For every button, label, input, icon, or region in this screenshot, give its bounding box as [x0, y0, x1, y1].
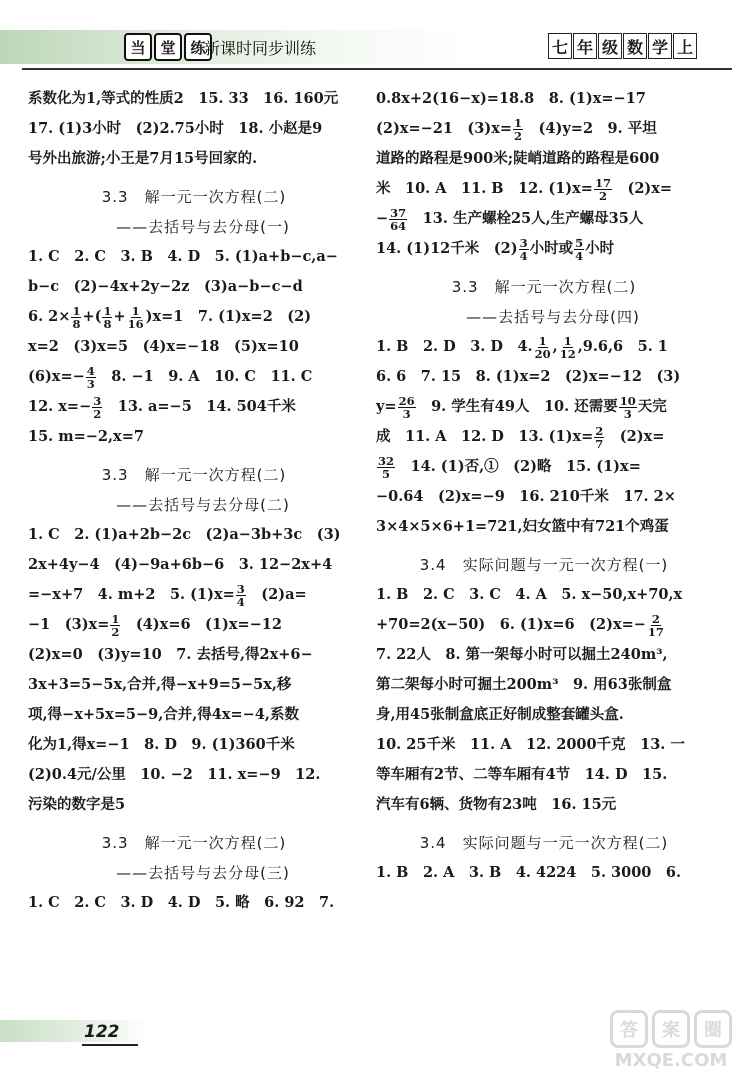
answer-line: 1. C 2. C 3. B 4. D 5. (1)a+b−c,a−	[28, 248, 338, 265]
fraction: $\frac{1}{12}$	[559, 333, 576, 361]
answer-line	[376, 610, 712, 640]
grade-char: 学	[648, 33, 672, 59]
text-run: 小时	[585, 240, 615, 257]
section-title: 3.3 解一元一次方程(二)	[101, 188, 287, 206]
text-run: 1. B 2. D 3. D 4.	[376, 338, 533, 355]
answer-line: 污染的数字是5	[28, 796, 126, 813]
right-column	[376, 84, 712, 888]
answer-line	[376, 422, 712, 452]
grade-char: 年	[573, 33, 597, 59]
section-title: 3.4 实际问题与一元一次方程(二)	[419, 834, 669, 852]
text-run: 9. 学生有49人 10. 还需要	[416, 398, 618, 415]
answer-line	[376, 332, 712, 362]
text-run: y=	[376, 398, 397, 415]
fraction: $\frac{37}{64}$	[390, 205, 407, 233]
answer-line: 7. 22人 8. 第一架每小时可以掘土240m³,	[376, 646, 668, 663]
watermark-char: 案	[652, 1010, 690, 1048]
answer-line: 15. m=−2,x=7	[28, 428, 144, 445]
grade-char: 七	[548, 33, 572, 59]
text-run: +70=2(x−50) 6. (1)x=6 (2)x=−	[376, 616, 646, 633]
section-title: 3.4 实际问题与一元一次方程(一)	[419, 556, 669, 574]
page-header	[0, 0, 750, 80]
section-title: 3.3 解一元一次方程(二)	[101, 834, 287, 852]
answer-line: (2)x=0 (3)y=10 7. 去括号,得2x+6−	[28, 646, 313, 663]
watermark-char: 圈	[694, 1010, 732, 1048]
answer-line: 1. C 2. C 3. D 4. D 5. 略 6. 92 7.	[28, 894, 335, 911]
text-run: 14. (1)否,① (2)略 15. (1)x=	[396, 458, 641, 475]
fraction: $\frac{1}{8}$	[72, 303, 81, 331]
text-run: (4)x=6 (1)x=−12	[121, 616, 282, 633]
answer-line: b−c (2)−4x+2y−2z (3)a−b−c−d	[28, 278, 303, 295]
answer-line: −0.64 (2)x=−9 16. 210千米 17. 2×	[376, 488, 676, 505]
answer-line	[376, 114, 712, 144]
text-run: 14. (1)12千米 (2)	[376, 240, 518, 257]
answer-line	[376, 204, 712, 234]
fraction: $\frac{1}{20}$	[534, 333, 551, 361]
text-run: (2)a=	[246, 586, 307, 603]
text-run: 8. −1 9. A 10. C 11. C	[96, 368, 313, 385]
fraction: $\frac{1}{2}$	[514, 115, 523, 143]
answer-line: 汽车有6辆、货物有23吨 16. 15元	[376, 796, 617, 813]
text-run: (2)x=	[605, 428, 665, 445]
answer-line	[28, 392, 360, 422]
grade-char: 上	[673, 33, 697, 59]
page-number-underline	[82, 1044, 138, 1046]
section-title: 3.3 解一元一次方程(二)	[101, 466, 287, 484]
answer-line	[376, 392, 712, 422]
answer-line: 10. 25千米 11. A 12. 2000千克 13. 一	[376, 736, 685, 753]
brand-char: 当	[124, 33, 152, 61]
text-run: 13. a=−5 14. 504千米	[103, 398, 296, 415]
text-run: 13. 生产螺栓25人,生产螺母35人	[408, 210, 644, 227]
brand-char: 练	[184, 33, 212, 61]
text-run: 6. 2×	[28, 308, 71, 325]
section-subtitle: ——去括号与去分母(四)	[466, 308, 640, 326]
answer-line: 1. B 2. C 3. C 4. A 5. x−50,x+70,x	[376, 586, 683, 603]
text-run: 天完	[637, 398, 667, 415]
text-run: 成 11. A 12. D 13. (1)x=	[376, 428, 594, 445]
answer-line: 项,得−x+5x=5−9,合并,得4x=−4,系数	[28, 706, 299, 723]
fraction: $\frac{10}{3}$	[619, 393, 636, 421]
answer-line: 6. 6 7. 15 8. (1)x=2 (2)x=−12 (3)	[376, 368, 681, 385]
footer-band	[0, 1020, 150, 1042]
answer-line: 17. (1)3小时 (2)2.75小时 18. 小赵是9	[28, 120, 323, 137]
section-subtitle: ——去括号与去分母(三)	[116, 864, 290, 882]
fraction: $\frac{3}{2}$	[93, 393, 102, 421]
text-run: ,9.6,6 5. 1	[577, 338, 668, 355]
answer-line: x=2 (3)x=5 (4)x=−18 (5)x=10	[28, 338, 299, 355]
answer-line: 化为1,得x=−1 8. D 9. (1)360千米	[28, 736, 295, 753]
grade-subject-label	[548, 33, 697, 59]
brand-char: 堂	[154, 33, 182, 61]
answer-line: 等车厢有2节、二等车厢有4节 14. D 15.	[376, 766, 668, 783]
fraction: $\frac{32}{5}$	[378, 453, 395, 481]
answer-line: 1. C 2. (1)a+2b−2c (2)a−3b+3c (3)	[28, 526, 341, 543]
fraction: $\frac{17}{2}$	[594, 175, 611, 203]
answer-line: 第二架每小时可掘土200m³ 9. 用63张制盒	[376, 676, 672, 693]
text-run: 米 10. A 11. B 12. (1)x=	[376, 180, 593, 197]
answer-line	[28, 302, 360, 332]
answer-line: 系数化为1,等式的性质2 15. 33 16. 160元	[28, 90, 339, 107]
text-run: )x=1 7. (1)x=2 (2)	[145, 308, 312, 325]
left-column	[28, 84, 360, 918]
answer-line	[376, 174, 712, 204]
text-run: (6)x=−	[28, 368, 85, 385]
answer-line: 号外出旅游;小王是7月15号回家的.	[28, 150, 258, 167]
answer-line: 道路的路程是900米;陡峭道路的路程是600	[376, 150, 660, 167]
page-number: 122	[84, 1022, 120, 1042]
answer-line: (2)0.4元/公里 10. −2 11. x=−9 12.	[28, 766, 321, 783]
watermark-site: MXQE.COM	[614, 1050, 728, 1071]
fraction: $\frac{1}{16}$	[127, 303, 144, 331]
section-subtitle: ——去括号与去分母(二)	[116, 496, 290, 514]
answer-line: 0.8x+2(16−x)=18.8 8. (1)x=−17	[376, 90, 646, 107]
fraction: $\frac{3}{4}$	[236, 581, 245, 609]
grade-char: 数	[623, 33, 647, 59]
text-run: (2)x=	[612, 180, 673, 197]
answer-line: 3x+3=5−5x,合并,得−x+9=5−5x,移	[28, 676, 292, 693]
text-run: 小时或	[529, 240, 574, 257]
grade-char: 级	[598, 33, 622, 59]
answer-line: 1. B 2. A 3. B 4. 4224 5. 3000 6.	[376, 864, 682, 881]
fraction: $\frac{2}{17}$	[647, 611, 664, 639]
brand-logo	[124, 33, 212, 61]
fraction: $\frac{2}{7}$	[595, 423, 604, 451]
answer-line	[28, 362, 360, 392]
section-subtitle: ——去括号与去分母(一)	[116, 218, 290, 236]
answer-line	[28, 610, 360, 640]
text-run: −1 (3)x=	[28, 616, 110, 633]
fraction: $\frac{26}{3}$	[398, 393, 415, 421]
fraction: $\frac{1}{8}$	[103, 303, 112, 331]
answer-line: 2x+4y−4 (4)−9a+6b−6 3. 12−2x+4	[28, 556, 333, 573]
watermark-char: 答	[610, 1010, 648, 1048]
text-run: 12. x=−	[28, 398, 92, 415]
text-run: (2)x=−21 (3)x=	[376, 120, 513, 137]
fraction: $\frac{3}{4}$	[519, 235, 528, 263]
answer-line	[376, 452, 712, 482]
answer-line: 3×4×5×6+1=721,妇女篮中有721个鸡蛋	[376, 518, 669, 535]
fraction: $\frac{5}{4}$	[575, 235, 584, 263]
watermark-logo	[598, 1010, 744, 1076]
text-run: +	[113, 308, 126, 325]
text-run: ,	[552, 338, 558, 355]
series-title: 新课时同步训练	[204, 39, 317, 58]
text-run: +(	[82, 308, 102, 325]
answer-line: 身,用45张制盒底正好制成整套罐头盒.	[376, 706, 624, 723]
answer-line	[28, 580, 360, 610]
header-rule	[22, 68, 732, 70]
answer-line	[376, 234, 712, 264]
fraction: $\frac{4}{3}$	[86, 363, 95, 391]
fraction: $\frac{1}{2}$	[111, 611, 120, 639]
text-run: =−x+7 4. m+2 5. (1)x=	[28, 586, 235, 603]
text-run: −	[376, 210, 389, 227]
text-run: (4)y=2 9. 平坦	[524, 120, 657, 137]
section-title: 3.3 解一元一次方程(二)	[451, 278, 637, 296]
